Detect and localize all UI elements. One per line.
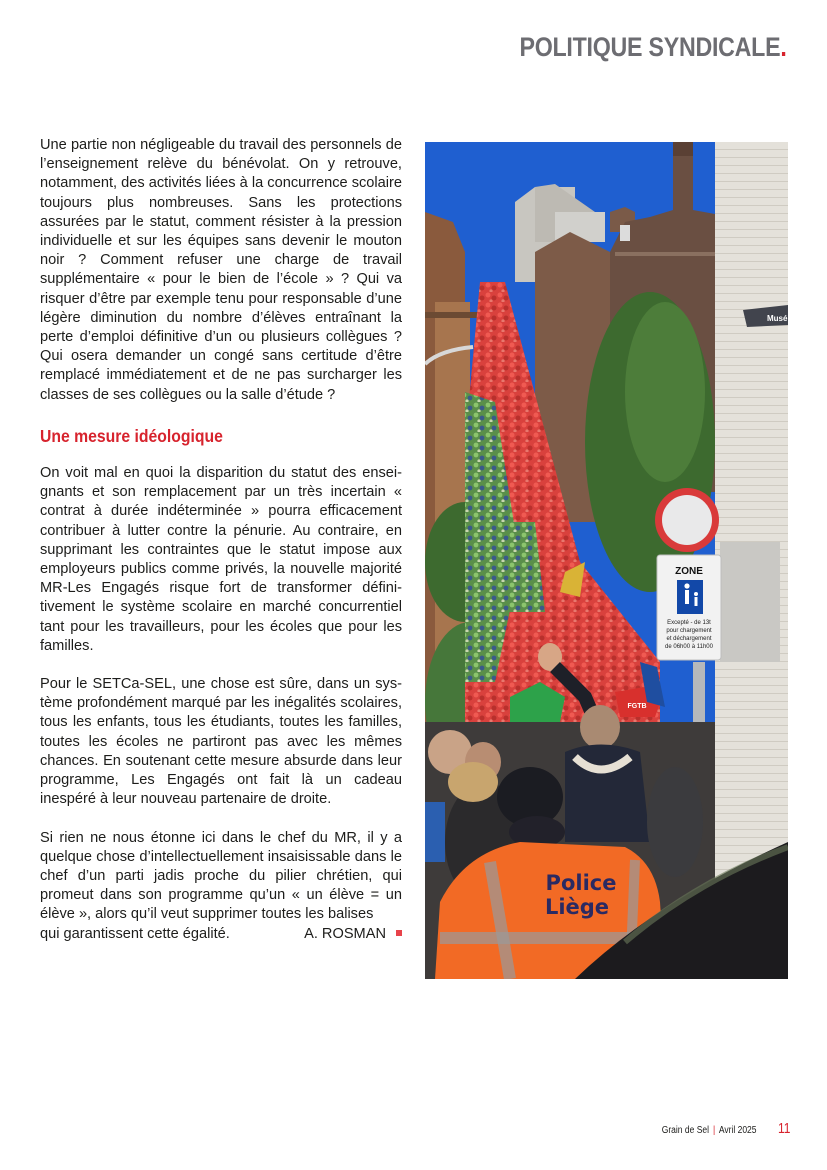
footer-separator: | (713, 1125, 716, 1136)
paragraph-4: Si rien ne nous étonne ici dans le chef du MR, il y a quelque chose d’intellectuellement insaisissable dans le chef d’un parti jadis proche du pilier chrétien, qui promeut dans son programme qu’un « un élève = un élève », alors qu’il veut supprimer toutes les balises (40, 829, 402, 923)
publication-name: Grain de Sel (662, 1125, 710, 1136)
street-sign-text: Musé (767, 314, 788, 323)
demonstration-photo (425, 142, 788, 979)
zone-sign-line-1: Excepté - de 13t (667, 620, 711, 626)
paragraph-4-last-line: qui garantissent cette égalité. (40, 925, 230, 942)
vest-text-police: Police (545, 871, 617, 895)
photo-illustration (425, 142, 788, 979)
end-of-article-square-icon (396, 930, 402, 936)
tent-text: FGTB (627, 703, 647, 710)
issue-date: Avril 2025 (719, 1125, 757, 1136)
author-signature: A. ROSMAN (304, 925, 386, 942)
section-title-text: POLITIQUE SYNDICALE (519, 32, 781, 62)
paragraph-3: Pour le SETCa-SEL, une chose est sûre, dans un système profondément marqué par les inégalités scolaires, tous les enfants, tous les étudiants, toutes les familles, toutes les écoles ne partiront pas avec les mêmes chances. En soutenant cette mesure absurde dans leur programme, Les Engagés ont fait là un cadeau inespéré à leur nouveau partenaire de droite. (40, 676, 402, 808)
subheading: Une mesure idéologique (40, 425, 223, 446)
paragraph-2: On voit mal en quoi la disparition du statut des enseignants et son remplacement par un très incertain « contrat à durée indéterminée » pourra efficacement contribuer à lutter contre la pénurie. Au contraire, en supprimant les contraintes que le statut impose aux employeurs publics comme privés, la nouvelle majorité MR-Les Engagés risque fort de transformer définitivement le système scolaire en marché concurrentiel tant pour les travailleurs, pour les écoles que pour les familles. (40, 465, 402, 654)
article-body (40, 136, 402, 944)
vest-text-liege: Liège (544, 895, 610, 919)
section-title (520, 32, 787, 63)
section-title-dot: . (780, 32, 787, 62)
zone-sign-line-3: et déchargement (666, 636, 712, 642)
zone-sign-title: ZONE (675, 566, 703, 577)
page-footer (662, 1125, 757, 1136)
page-number: 11 (778, 1120, 791, 1137)
paragraph-1: Une partie non négligeable du travail des personnels de l’enseignement relève du bénévolat. On y retrouve, notamment, des activités liées à la concurrence scolaire toujours plus nombreuses. Sans les protections assurées par le statut, comment résister à la pression individuelle et sur les équipes sans devenir le mouton noir ? Comment refuser une charge de travail supplémentaire « pour le bien de l’école » ? Qui va risquer d’être par exemple tenu pour responsable d’une légère diminution du nombre d’élèves entraînant la perte d’emploi définitive d’un ou plusieurs collègues ? Qui osera demander un congé sans certitude d’être remplacé immédiatement et de ne pas surcharger les classes de ses collègues ou la salle d’étude ? (40, 137, 402, 403)
zone-sign-line-2: pour chargement (666, 628, 712, 634)
signature-line (40, 925, 402, 944)
zone-sign-line-4: de 06h00 à 11h00 (665, 644, 713, 650)
